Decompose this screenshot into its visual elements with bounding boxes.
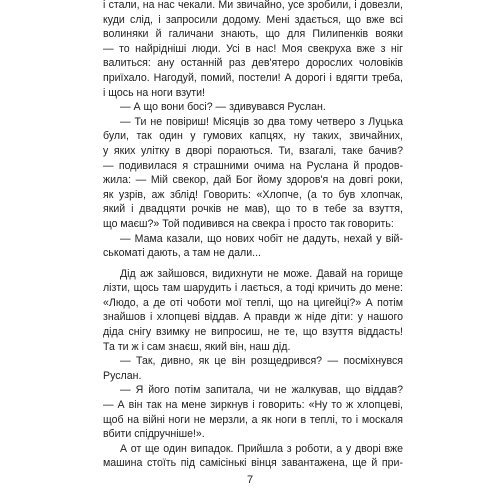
text-line: лізти, щось там шарудить і лається, а тоді кричить до мене:: [103, 282, 403, 295]
text-line: куди слід, і запросили додому. Мені здається, що вже всі: [103, 13, 403, 26]
text-line: валиться: ану останній раз дев'ятеро дорослих чоловіків: [103, 57, 403, 70]
text-line: і стали, на нас чекали. Ми звичайно, усе зробили, і довезли,: [103, 0, 403, 11]
text-line: Дід аж зайшовся, видихнути не може. Давай на горище: [120, 267, 403, 280]
text-line: «Людо, а де оті чоботи мої теплі, що на цигейці?» А потім: [103, 296, 403, 309]
text-line: — Так, дивно, як це він розщедрився? — посміхнувся: [120, 355, 403, 368]
text-line: у яких улітку в дворі пораються. Ти, взагалі, таке бачив?: [103, 144, 403, 157]
text-line: діда снігу взимку не випросиш, не те, що взуття віддасть!: [103, 326, 403, 339]
text-line: волиняки й галичани знають, що для Пилипенків вояки: [103, 28, 403, 41]
text-line: Руслан.: [103, 369, 142, 382]
page-number: 7: [246, 474, 254, 486]
text-line: знайшов і хлопцеві віддав. А правди ж ніде діти: у нашого: [103, 311, 403, 324]
text-line: який і двадцяти рочків не мав), що то в тебе за взуття,: [103, 203, 403, 216]
text-line: приїхало. Нагодуй, помий, постели! А дорогі і вдягти треба,: [103, 71, 403, 84]
text-line: що маєш?» Той подивився на свекра і просто так говорить:: [103, 217, 394, 230]
text-line: — то найрідніші люди. Усі в нас! Моя свекруха вже з ніг: [103, 42, 403, 55]
text-line: — А що вони босі? — здивувався Руслан.: [120, 101, 326, 114]
text-line: були, так один у гумових капцях, ну таких, звичайних,: [103, 130, 403, 143]
text-line: як узрів, аж зблід! Говорить: «Хлопче, (а то був хлопчак,: [103, 188, 403, 201]
text-line: вбити спідручніше!».: [103, 428, 205, 441]
text-line: — А він так на мене зиркнув і говорить: «Ну то ж хлопцеві,: [103, 399, 403, 412]
text-line: і щось на ноги взути!: [103, 86, 205, 99]
text-line: щоб на війні ноги не мерзли, а як ноги в теплі, то і москаля: [103, 413, 403, 426]
text-line: — Мама казали, що нових чобіт не дадуть, нехай у вій-: [120, 232, 403, 245]
page-body-text: [103, 0, 403, 471]
text-line: жила: — Мій свекор, дай Бог йому здоров'я на довгі роки,: [103, 174, 403, 187]
text-line: — Ти не повіриш! Місяців зо два тому четверо з Луцька: [120, 115, 403, 128]
text-line: Та ти ж і сам знаєш, який він, наш дід.: [103, 340, 291, 353]
text-line: — Я його потім запитала, чи не жалкував, що віддав?: [120, 384, 403, 397]
text-line: — подивилася я страшними очима на Руслана й продов-: [103, 159, 403, 172]
text-line: А от ще один випадок. Прийшла з роботи, а у дворі вже: [120, 442, 403, 455]
text-line: машина стоїть під самісінькі вінця завантажена, ще й при-: [103, 457, 403, 470]
text-line: ськоматі дають, а там не дали...: [103, 247, 261, 260]
